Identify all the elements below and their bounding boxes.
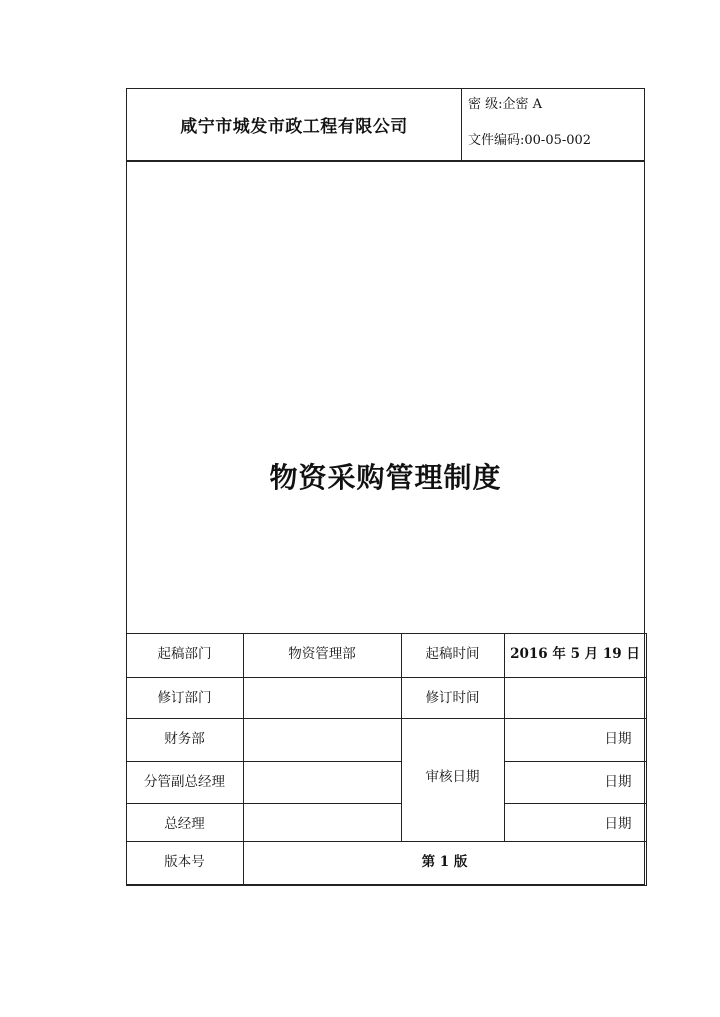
audit-date-label: 审核日期 [401,719,504,842]
gm-date-label: 日期 [504,804,646,842]
vice-gm-date-label: 日期 [504,762,646,804]
table-row [126,719,646,762]
document-code: 文件编码:00-05-002 [468,133,592,148]
table-row [126,634,646,678]
vice-gm-signature-cell [243,762,401,804]
company-name: 咸宁市城发市政工程有限公司 [180,117,408,137]
table-row [126,842,646,886]
draft-dept-label: 起稿部门 [126,634,243,678]
revise-dept-value [243,678,401,719]
version-value: 第 1 版 [243,842,646,886]
document-cover-frame [126,88,645,885]
table-row [126,804,646,842]
draft-dept-value: 物资管理部 [243,634,401,678]
gm-label: 总经理 [126,804,243,842]
table-row [126,762,646,804]
vice-gm-label: 分管副总经理 [126,762,243,804]
finance-signature-cell [243,719,401,762]
version-label: 版本号 [126,842,243,886]
document-title: 物资采购管理制度 [269,461,502,494]
gm-signature-cell [243,804,401,842]
finance-dept-label: 财务部 [126,719,243,762]
table-row [126,678,646,719]
revise-time-label: 修订时间 [401,678,504,719]
secret-level: 密 级:企密 A [468,97,543,112]
draft-time-value: 2016 年 5 月 19 日 [504,634,646,678]
revise-dept-label: 修订部门 [126,678,243,719]
revise-time-value [504,678,646,719]
document-meta [461,89,644,160]
draft-time-label: 起稿时间 [401,634,504,678]
finance-date-label: 日期 [504,719,646,762]
document-header [127,89,644,162]
approval-table [126,633,647,886]
